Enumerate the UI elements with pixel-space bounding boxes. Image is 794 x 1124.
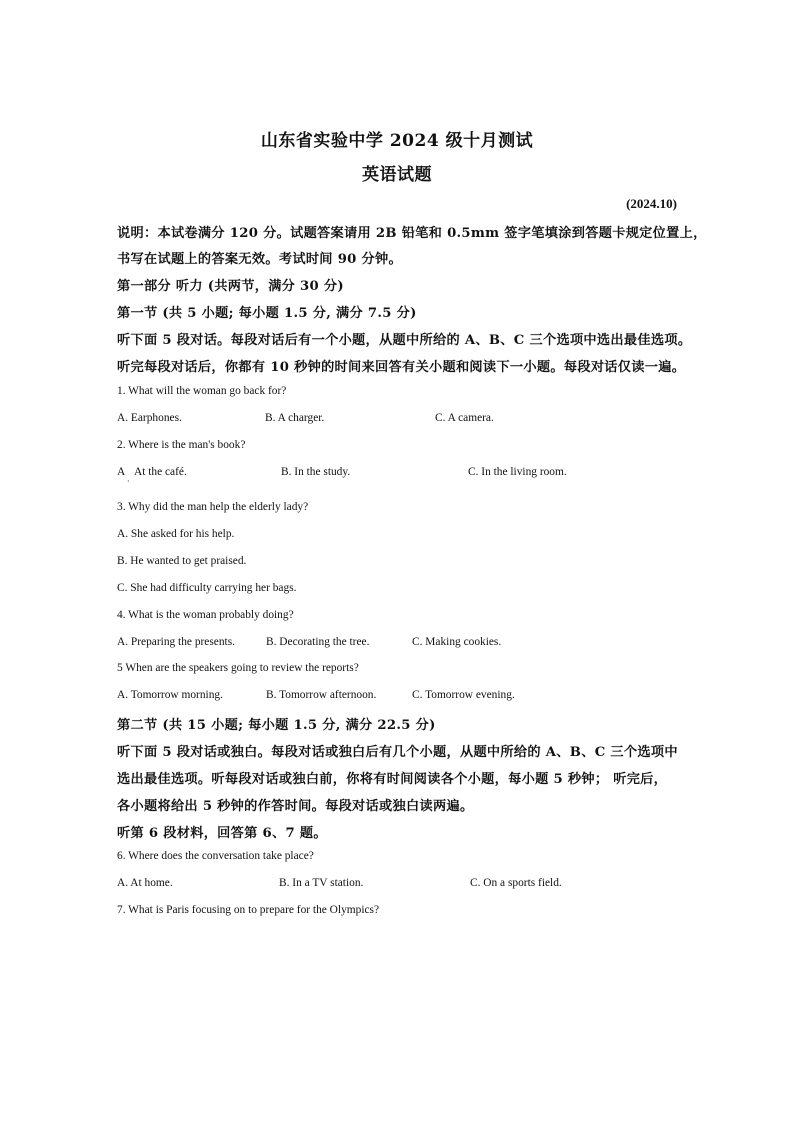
question-3-stem: 3. Why did the man help the elderly lady? [117,501,309,513]
question-6-option-c: C. On a sports field. [470,877,562,889]
question-4-stem: 4. What is the woman probably doing? [117,609,294,621]
question-2-option-a-dot: · [127,477,130,486]
question-5-option-b: B. Tomorrow afternoon. [266,689,377,701]
question-3-option-b: B. He wanted to get praised. [117,555,247,567]
section2-directions-3: 各小题将给出 5 秒钟的作答时间。每段对话或独白读两遍。 [117,799,474,814]
question-4-option-a: A. Preparing the presents. [117,636,235,648]
question-7-stem: 7. What is Paris focusing on to prepare for the Olympics? [117,904,380,916]
exam-title: 山东省实验中学 2024 级十月测试 [260,131,534,151]
question-5-option-c: C. Tomorrow evening. [412,689,515,701]
section2-heading: 第二节 (共 15 小题; 每小题 1.5 分, 满分 22.5 分) [117,718,436,733]
question-4-option-b: B. Decorating the tree. [266,636,370,648]
section1-directions-2: 听完每段对话后，你都有 10 秒钟的时间来回答有关小题和阅读下一小题。每段对话仅读一遍。 [117,360,686,375]
question-4-option-c: C. Making cookies. [412,636,502,648]
question-3-option-a: A. She asked for his help. [117,528,235,540]
instructions-line-1: 说明：本试卷满分 120 分。试题答案请用 2B 铅笔和 0.5mm 签字笔填涂到答题卡规定位置上， [117,226,707,241]
exam-subtitle: 英语试题 [362,165,432,185]
section1-heading: 第一节 (共 5 小题; 每小题 1.5 分, 满分 7.5 分) [117,306,417,321]
section1-directions-1: 听下面 5 段对话。每段对话后有一个小题，从题中所给的 A、B、C 三个选项中选出最佳选项。 [117,333,692,348]
question-6-option-a: A. At home. [117,877,173,889]
question-6-option-b: B. In a TV station. [279,877,364,889]
question-2-option-c: C. In the living room. [468,466,567,478]
question-5-stem: 5 When are the speakers going to review the reports? [117,662,359,674]
question-1-option-b: B. A charger. [265,412,325,424]
question-2-option-b: B. In the study. [281,466,351,478]
instructions-line-2: 书写在试题上的答案无效。考试时间 90 分钟。 [117,252,402,267]
material-6-heading: 听第 6 段材料，回答第 6、7 题。 [117,826,327,841]
question-2-option-a-text: At the café. [134,466,187,478]
exam-date: (2024.10) [626,196,677,211]
question-3-option-c: C. She had difficulty carrying her bags. [117,582,297,594]
question-1-option-a: A. Earphones. [117,412,182,424]
section2-directions-2: 选出最佳选项。听每段对话或独白前，你将有时间阅读各个小题，每小题 5 秒钟； 听完后， [117,772,668,787]
section2-directions-1: 听下面 5 段对话或独白。每段对话或独白后有几个小题，从题中所给的 A、B、C 三个选项中 [117,745,678,760]
question-1-stem: 1. What will the woman go back for? [117,385,287,397]
question-2-option-a-letter: A [117,466,126,478]
question-5-option-a: A. Tomorrow morning. [117,689,223,701]
question-6-stem: 6. Where does the conversation take place? [117,850,314,862]
question-1-option-c: C. A camera. [435,412,494,424]
part1-heading: 第一部分 听力 (共两节，满分 30 分) [117,279,344,294]
question-2-stem: 2. Where is the man's book? [117,439,246,451]
